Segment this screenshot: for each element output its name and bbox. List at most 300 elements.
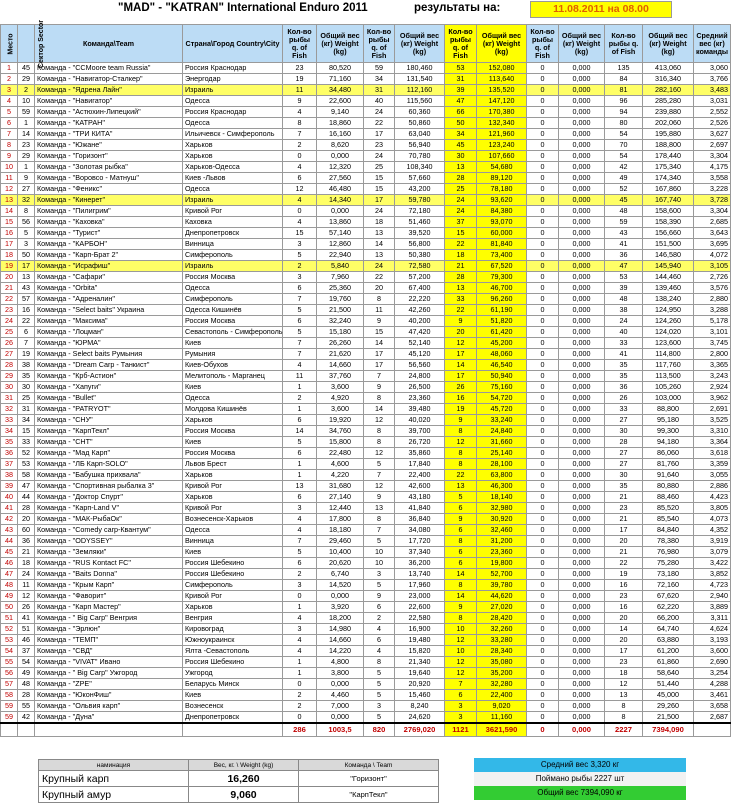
cell-country: Симферополь [183, 250, 283, 261]
totals-row [1, 723, 731, 736]
cell-sector: 55 [18, 701, 35, 712]
cell-d3-fish: 18 [445, 250, 477, 261]
table-header-row [1, 25, 731, 63]
cell-country: Израиль [183, 85, 283, 96]
cell-d2-weight: 180,460 [395, 63, 445, 74]
cell-d4-weight: 0,000 [559, 404, 605, 415]
cell-d4-weight: 0,000 [559, 481, 605, 492]
cell-place: 12 [1, 184, 18, 195]
cell-team: Команда - "СНУ" [35, 415, 183, 426]
header-d2-weight: Общий вес (кг) Weight (kg) [395, 25, 445, 63]
cell-d1-fish: 7 [283, 294, 317, 305]
cell-d4-weight: 0,000 [559, 525, 605, 536]
cell-d2-weight: 47,420 [395, 327, 445, 338]
cell-d2-fish: 8 [364, 657, 395, 668]
cell-team: Команда - "Золотая рыбка" [35, 162, 183, 173]
cell-place: 14 [1, 206, 18, 217]
cell-d4-fish: 0 [527, 470, 559, 481]
cell-country: Кривой Рог [183, 206, 283, 217]
cell-d4-weight: 0,000 [559, 591, 605, 602]
cell-sector: 46 [18, 635, 35, 646]
cell-d2-weight: 35,860 [395, 448, 445, 459]
cell-total-weight: 103,000 [643, 393, 694, 404]
cell-sector: 32 [18, 195, 35, 206]
cell-team: Команда - "Доктор Спурт" [35, 492, 183, 503]
cell-sector: 23 [18, 140, 35, 151]
table-row [1, 184, 731, 195]
cell-avg-weight: 3,243 [694, 371, 731, 382]
cell-d3-weight: 84,380 [477, 206, 527, 217]
cell-place: 4 [1, 96, 18, 107]
cell-sector: 36 [18, 536, 35, 547]
cell-place: 25 [1, 327, 18, 338]
cell-country: Кривой Рог [183, 591, 283, 602]
table-row [1, 250, 731, 261]
nominations-header-row [39, 760, 439, 771]
cell-d1-weight: 14,980 [317, 624, 364, 635]
cell-country: Одесса [183, 118, 283, 129]
cell-d2-fish: 9 [364, 591, 395, 602]
cell-d4-weight: 0,000 [559, 85, 605, 96]
cell-total-fish: 36 [605, 250, 643, 261]
cell-team: Команда - "Мад Карп" [35, 448, 183, 459]
cell-country: Харьков [183, 602, 283, 613]
cell-d4-weight: 0,000 [559, 195, 605, 206]
cell-d3-weight: 96,260 [477, 294, 527, 305]
cell-place: 3 [1, 85, 18, 96]
cell-total-fish: 47 [605, 261, 643, 272]
cell-d3-fish: 9 [445, 415, 477, 426]
cell-d3-weight: 54,720 [477, 393, 527, 404]
cell-team: Команда - "Bullet" [35, 393, 183, 404]
cell-team: Команда - "ЛБ Карп-SOLO" [35, 459, 183, 470]
cell-d1-weight: 13,860 [317, 217, 364, 228]
cell-avg-weight: 3,364 [694, 437, 731, 448]
cell-d1-fish: 6 [283, 492, 317, 503]
cell-team: Команда - "ТЕМП" [35, 635, 183, 646]
cell-country: Харьков [183, 470, 283, 481]
cell-d3-fish: 12 [445, 657, 477, 668]
cell-d3-weight: 31,200 [477, 536, 527, 547]
cell-d1-fish: 4 [283, 525, 317, 536]
cell-place: 8 [1, 140, 18, 151]
cell-place: 13 [1, 195, 18, 206]
cell-d4-fish: 0 [527, 96, 559, 107]
cell-d1-weight: 0,000 [317, 679, 364, 690]
cell-d1-weight: 4,220 [317, 470, 364, 481]
cell-d3-fish: 24 [445, 206, 477, 217]
total-d2-fish: 820 [364, 723, 395, 736]
cell-total-weight: 151,500 [643, 239, 694, 250]
table-row [1, 481, 731, 492]
cell-d3-weight: 30,920 [477, 514, 527, 525]
cell-team: Команда - "Dream Carp - Танкист" [35, 360, 183, 371]
cell-d4-fish: 0 [527, 426, 559, 437]
nomination-team: "Горизонт" [299, 771, 439, 787]
cell-d3-fish: 22 [445, 239, 477, 250]
cell-sector: 45 [18, 63, 35, 74]
cell-total-fish: 54 [605, 129, 643, 140]
cell-sector: 34 [18, 415, 35, 426]
cell-total-fish: 18 [605, 668, 643, 679]
cell-team: Команда - "Максима" [35, 316, 183, 327]
cell-d1-weight: 32,240 [317, 316, 364, 327]
cell-d2-fish: 40 [364, 96, 395, 107]
cell-total-fish: 27 [605, 459, 643, 470]
header-d3-weight: Общий вес (кг) Weight (kg) [477, 25, 527, 63]
cell-team: Команда - "КарпТекл" [35, 426, 183, 437]
cell-sector: 33 [18, 437, 35, 448]
cell-d4-fish: 0 [527, 382, 559, 393]
cell-d2-weight: 42,600 [395, 481, 445, 492]
cell-total-weight: 21,500 [643, 712, 694, 724]
cell-total-fish: 84 [605, 74, 643, 85]
cell-avg-weight: 4,624 [694, 624, 731, 635]
total-team [35, 723, 183, 736]
cell-d3-fish: 66 [445, 107, 477, 118]
cell-d2-weight: 39,480 [395, 404, 445, 415]
cell-d4-fish: 0 [527, 272, 559, 283]
cell-d3-fish: 31 [445, 74, 477, 85]
cell-sector: 54 [18, 657, 35, 668]
cell-total-weight: 202,060 [643, 118, 694, 129]
cell-d4-weight: 0,000 [559, 261, 605, 272]
cell-d3-fish: 8 [445, 613, 477, 624]
cell-d3-fish: 8 [445, 459, 477, 470]
cell-place: 5 [1, 107, 18, 118]
cell-d1-fish: 1 [283, 382, 317, 393]
cell-d3-weight: 28,100 [477, 459, 527, 470]
header-total-weight: Общий вес (кг) Weight (kg) [643, 25, 694, 63]
cell-total-fish: 81 [605, 85, 643, 96]
cell-d1-fish: 1 [283, 602, 317, 613]
cell-place: 49 [1, 591, 18, 602]
cell-d1-weight: 3,920 [317, 602, 364, 613]
cell-d4-weight: 0,000 [559, 426, 605, 437]
table-row [1, 547, 731, 558]
cell-sector: 43 [18, 283, 35, 294]
cell-d3-weight: 73,400 [477, 250, 527, 261]
cell-d4-weight: 0,000 [559, 283, 605, 294]
cell-d2-weight: 57,660 [395, 173, 445, 184]
cell-total-weight: 178,440 [643, 151, 694, 162]
cell-avg-weight: 3,805 [694, 503, 731, 514]
cell-d2-weight: 15,820 [395, 646, 445, 657]
cell-sector: 9 [18, 173, 35, 184]
cell-total-weight: 146,580 [643, 250, 694, 261]
cell-country: Россия Шебекино [183, 569, 283, 580]
cell-avg-weight: 3,031 [694, 96, 731, 107]
cell-team: Команда - "СВД" [35, 646, 183, 657]
cell-d2-weight: 22,400 [395, 470, 445, 481]
nominations-table [38, 759, 439, 803]
cell-d3-fish: 8 [445, 426, 477, 437]
cell-total-weight: 45,000 [643, 690, 694, 701]
cell-d3-weight: 60,000 [477, 228, 527, 239]
cell-avg-weight: 2,940 [694, 591, 731, 602]
cell-avg-weight: 3,600 [694, 646, 731, 657]
cell-sector: 11 [18, 580, 35, 591]
cell-total-weight: 156,660 [643, 228, 694, 239]
table-row [1, 228, 731, 239]
header-team: Команда\Team [35, 25, 183, 63]
cell-team: Команда - "Астюхин-Липецкий" [35, 107, 183, 118]
cell-d3-fish: 50 [445, 118, 477, 129]
cell-total-fish: 16 [605, 602, 643, 613]
nomination-weight: 16,260 [189, 771, 299, 787]
cell-sector: 28 [18, 690, 35, 701]
cell-team: Команда - "Крым Карп" [35, 580, 183, 591]
cell-d3-fish: 20 [445, 327, 477, 338]
nomination-row [39, 787, 439, 803]
cell-total-fish: 21 [605, 492, 643, 503]
cell-d2-weight: 56,800 [395, 239, 445, 250]
cell-d4-weight: 0,000 [559, 250, 605, 261]
cell-place: 10 [1, 162, 18, 173]
cell-d2-fish: 24 [364, 206, 395, 217]
cell-d4-fish: 0 [527, 404, 559, 415]
cell-team: Команда - "Comedy carp-Квантум" [35, 525, 183, 536]
cell-d1-weight: 14,660 [317, 635, 364, 646]
cell-total-fish: 21 [605, 514, 643, 525]
cell-avg-weight: 2,685 [694, 217, 731, 228]
cell-d1-weight: 12,860 [317, 239, 364, 250]
cell-country: Россия Краснодар [183, 107, 283, 118]
cell-d1-weight: 7,000 [317, 701, 364, 712]
header-place: Место [1, 25, 18, 63]
cell-total-fish: 12 [605, 679, 643, 690]
cell-sector: 24 [18, 569, 35, 580]
cell-d3-fish: 30 [445, 151, 477, 162]
cell-d1-fish: 4 [283, 162, 317, 173]
table-row [1, 415, 731, 426]
cell-d3-fish: 6 [445, 547, 477, 558]
cell-place: 48 [1, 580, 18, 591]
cell-d4-fish: 0 [527, 624, 559, 635]
cell-sector: 35 [18, 371, 35, 382]
cell-d1-fish: 4 [283, 635, 317, 646]
cell-total-fish: 45 [605, 195, 643, 206]
cell-d4-weight: 0,000 [559, 349, 605, 360]
cell-d3-weight: 170,380 [477, 107, 527, 118]
cell-country: Днепропетровск [183, 712, 283, 724]
cell-d1-fish: 3 [283, 272, 317, 283]
cell-d2-fish: 5 [364, 580, 395, 591]
cell-country: Киев [183, 338, 283, 349]
cell-d2-fish: 9 [364, 492, 395, 503]
cell-total-fish: 23 [605, 503, 643, 514]
cell-d4-weight: 0,000 [559, 492, 605, 503]
cell-d1-fish: 7 [283, 338, 317, 349]
cell-country: Кривой Рог [183, 503, 283, 514]
cell-country: Одесса [183, 525, 283, 536]
cell-total-weight: 75,280 [643, 558, 694, 569]
cell-d4-weight: 0,000 [559, 712, 605, 724]
cell-total-fish: 17 [605, 646, 643, 657]
cell-total-fish: 49 [605, 173, 643, 184]
cell-d3-weight: 79,300 [477, 272, 527, 283]
cell-total-fish: 42 [605, 162, 643, 173]
cell-sector: 26 [18, 602, 35, 613]
cell-d2-weight: 34,080 [395, 525, 445, 536]
cell-total-weight: 117,760 [643, 360, 694, 371]
cell-d4-weight: 0,000 [559, 228, 605, 239]
cell-d2-fish: 6 [364, 635, 395, 646]
cell-d3-fish: 9 [445, 514, 477, 525]
cell-country: Днепропетровск [183, 228, 283, 239]
cell-d4-weight: 0,000 [559, 173, 605, 184]
cell-d2-weight: 37,340 [395, 547, 445, 558]
cell-d2-weight: 19,480 [395, 635, 445, 646]
cell-d1-weight: 29,460 [317, 536, 364, 547]
cell-team: Команда - "Навигатор-Сталкер" [35, 74, 183, 85]
cell-avg-weight: 3,365 [694, 360, 731, 371]
table-row [1, 393, 731, 404]
cell-d4-weight: 0,000 [559, 118, 605, 129]
cell-country: Вознесенск-Харьков [183, 514, 283, 525]
cell-d3-fish: 13 [445, 162, 477, 173]
cell-place: 44 [1, 536, 18, 547]
cell-total-weight: 144,460 [643, 272, 694, 283]
cell-place: 18 [1, 250, 18, 261]
cell-sector: 20 [18, 514, 35, 525]
cell-d1-weight: 16,160 [317, 129, 364, 140]
cell-d2-weight: 52,140 [395, 338, 445, 349]
cell-d4-fish: 0 [527, 151, 559, 162]
cell-total-weight: 124,950 [643, 305, 694, 316]
table-row [1, 173, 731, 184]
cell-d1-weight: 3,600 [317, 404, 364, 415]
cell-total-fish: 94 [605, 107, 643, 118]
cell-d3-weight: 18,140 [477, 492, 527, 503]
cell-d3-fish: 22 [445, 470, 477, 481]
table-row [1, 712, 731, 724]
cell-d4-weight: 0,000 [559, 536, 605, 547]
cell-d1-weight: 34,480 [317, 85, 364, 96]
cell-d1-fish: 4 [283, 360, 317, 371]
cell-sector: 31 [18, 404, 35, 415]
cell-d2-fish: 7 [364, 525, 395, 536]
cell-avg-weight: 3,889 [694, 602, 731, 613]
cell-sector: 56 [18, 217, 35, 228]
cell-d2-weight: 63,040 [395, 129, 445, 140]
cell-total-weight: 124,260 [643, 316, 694, 327]
header-avg-weight: Средний вес (кг) команды [694, 25, 731, 63]
cell-place: 34 [1, 426, 18, 437]
cell-d2-fish: 3 [364, 569, 395, 580]
cell-avg-weight: 2,552 [694, 107, 731, 118]
cell-d3-weight: 35,200 [477, 668, 527, 679]
table-row [1, 591, 731, 602]
cell-d3-fish: 6 [445, 690, 477, 701]
cell-d3-weight: 32,980 [477, 503, 527, 514]
cell-sector: 28 [18, 503, 35, 514]
cell-d2-fish: 5 [364, 712, 395, 724]
cell-d1-fish: 0 [283, 679, 317, 690]
header-d3-fish: Кол-во рыбы q. of Fish [445, 25, 477, 63]
cell-avg-weight: 4,352 [694, 525, 731, 536]
cell-country: Одесса [183, 393, 283, 404]
cell-country: Россия Шебекино [183, 657, 283, 668]
cell-d3-fish: 14 [445, 569, 477, 580]
cell-country: Россия Москва [183, 426, 283, 437]
cell-d3-weight: 75,160 [477, 382, 527, 393]
header-d1-fish: Кол-во рыбы q. of Fish [283, 25, 317, 63]
cell-d1-fish: 0 [283, 591, 317, 602]
cell-country: Вознесенск [183, 701, 283, 712]
cell-d4-weight: 0,000 [559, 393, 605, 404]
cell-d3-fish: 3 [445, 712, 477, 724]
cell-d4-weight: 0,000 [559, 470, 605, 481]
nomination-team: "КарпТекл" [299, 787, 439, 803]
cell-team: Команда - "PATRYOT" [35, 404, 183, 415]
cell-d2-fish: 4 [364, 624, 395, 635]
cell-d3-weight: 35,080 [477, 657, 527, 668]
cell-total-weight: 81,760 [643, 459, 694, 470]
cell-d2-fish: 8 [364, 437, 395, 448]
cell-total-weight: 285,280 [643, 96, 694, 107]
cell-d3-fish: 7 [445, 679, 477, 690]
cell-total-fish: 8 [605, 712, 643, 724]
cell-sector: 12 [18, 591, 35, 602]
cell-d3-weight: 27,020 [477, 602, 527, 613]
cell-team: Команда - "Турист" [35, 228, 183, 239]
cell-d4-weight: 0,000 [559, 415, 605, 426]
cell-place: 28 [1, 360, 18, 371]
cell-total-fish: 30 [605, 426, 643, 437]
cell-d1-fish: 5 [283, 250, 317, 261]
cell-total-fish: 41 [605, 239, 643, 250]
cell-d2-fish: 23 [364, 140, 395, 151]
cell-d1-fish: 1 [283, 459, 317, 470]
cell-total-weight: 105,260 [643, 382, 694, 393]
cell-place: 24 [1, 316, 18, 327]
table-row [1, 514, 731, 525]
cell-team: Команда - "Воровсо - Матнуш" [35, 173, 183, 184]
cell-d1-fish: 7 [283, 536, 317, 547]
cell-total-weight: 99,300 [643, 426, 694, 437]
cell-total-weight: 51,440 [643, 679, 694, 690]
cell-d3-weight: 46,540 [477, 360, 527, 371]
cell-team: Команда - "RUS Kontact FC" [35, 558, 183, 569]
cell-d4-weight: 0,000 [559, 107, 605, 118]
cell-d1-weight: 9,140 [317, 107, 364, 118]
table-row [1, 85, 731, 96]
cell-team: Команда - "КАРБОН" [35, 239, 183, 250]
cell-total-fish: 80 [605, 118, 643, 129]
cell-total-weight: 76,980 [643, 547, 694, 558]
cell-d4-fish: 0 [527, 85, 559, 96]
cell-d4-weight: 0,000 [559, 327, 605, 338]
cell-total-weight: 158,390 [643, 217, 694, 228]
cell-d2-weight: 19,640 [395, 668, 445, 679]
cell-d1-weight: 19,760 [317, 294, 364, 305]
cell-total-weight: 67,620 [643, 591, 694, 602]
cell-d4-fish: 0 [527, 448, 559, 459]
cell-total-weight: 188,800 [643, 140, 694, 151]
cell-d3-fish: 13 [445, 481, 477, 492]
cell-d3-weight: 46,300 [477, 481, 527, 492]
cell-d2-fish: 6 [364, 602, 395, 613]
cell-country: Киев [183, 437, 283, 448]
cell-d4-fish: 0 [527, 63, 559, 74]
cell-country: Харьков-Одесса [183, 162, 283, 173]
cell-sector: 3 [18, 239, 35, 250]
cell-d2-weight: 24,620 [395, 712, 445, 724]
cell-d4-fish: 0 [527, 129, 559, 140]
cell-d1-fish: 4 [283, 195, 317, 206]
cell-d1-weight: 10,400 [317, 547, 364, 558]
